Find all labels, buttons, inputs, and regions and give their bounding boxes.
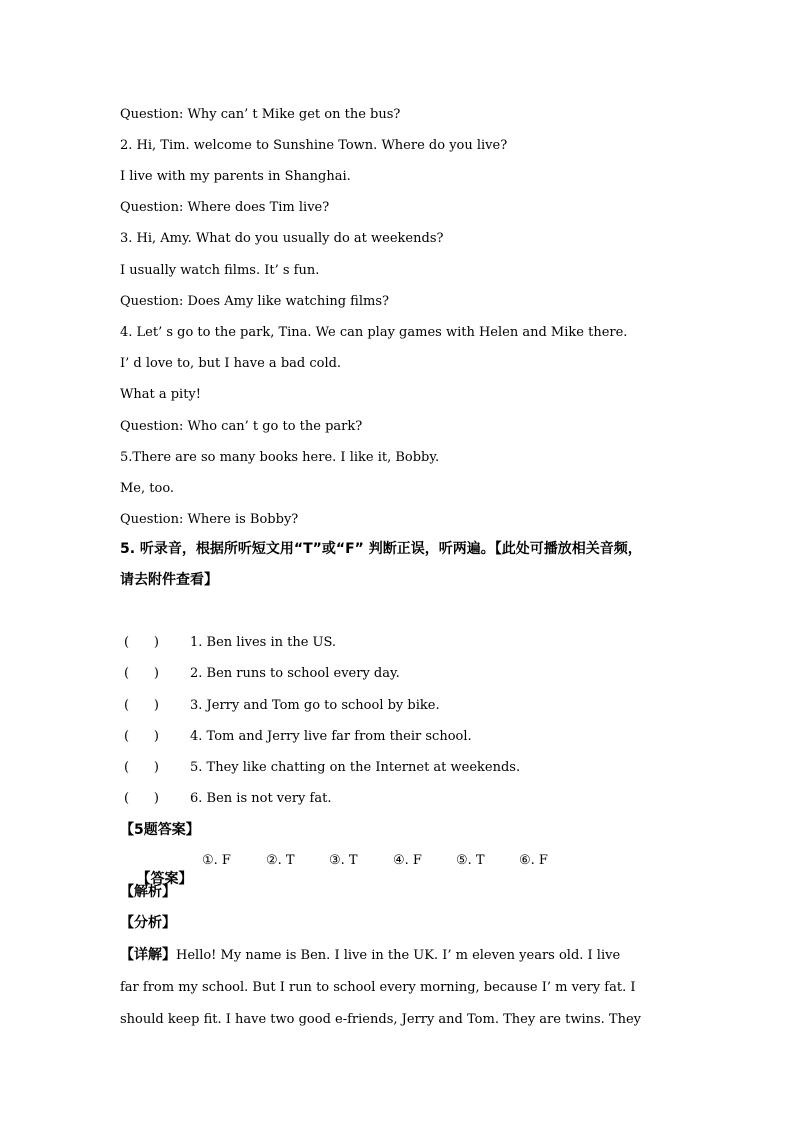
question-text: 1. Ben lives in the US. bbox=[190, 635, 337, 650]
answer-value: ⑥. F bbox=[519, 853, 548, 868]
dialogue-line: 3. Hi, Amy. What do you usually do at weekends? bbox=[120, 231, 444, 246]
dialogue-line: Me, too. bbox=[120, 481, 175, 496]
question-text: 4. Tom and Jerry live far from their school. bbox=[190, 729, 472, 744]
instruction-line-2: 请去附件查看】 bbox=[120, 572, 218, 588]
dialogue-line: Question: Does Amy like watching films? bbox=[120, 294, 389, 309]
answer-label: 【答案】 bbox=[136, 871, 193, 887]
answer-value: ②. T bbox=[266, 853, 295, 868]
question-text: 6. Ben is not very fat. bbox=[190, 791, 332, 806]
answer-value: ④. F bbox=[393, 853, 422, 868]
answer-value: ①. F bbox=[202, 853, 231, 868]
dialogue-line: 2. Hi, Tim. welcome to Sunshine Town. Where do you live? bbox=[120, 138, 508, 153]
detail-line: should keep fit. I have two good e-friends, Jerry and Tom. They are twins. They bbox=[120, 1012, 641, 1027]
instruction-line-1: 5. 听录音，根据所听短文用“T”或“F” 判断正误，听两遍。【此处可播放相关音频， bbox=[120, 541, 642, 557]
detail-label: 【详解】 bbox=[120, 947, 176, 963]
answer-blank: ( ) bbox=[124, 635, 159, 650]
dialogue-line: Question: Why can’ t Mike get on the bus? bbox=[120, 107, 401, 122]
dialogue-line: What a pity! bbox=[120, 387, 201, 402]
dialogue-line: I live with my parents in Shanghai. bbox=[120, 169, 351, 184]
answer-value: ③. T bbox=[329, 853, 358, 868]
detail-line: far from my school. But I run to school every morning, because I’ m very fat. I bbox=[120, 980, 636, 995]
dialogue-line: 5.There are so many books here. I like it, Bobby. bbox=[120, 450, 440, 465]
dialogue-line: Question: Where is Bobby? bbox=[120, 512, 299, 527]
dialogue-line: I’ d love to, but I have a bad cold. bbox=[120, 356, 342, 371]
question-text: 3. Jerry and Tom go to school by bike. bbox=[190, 698, 440, 713]
answer-heading: 【5题答案】 bbox=[120, 822, 200, 838]
fenxi-heading: 【分析】 bbox=[120, 915, 176, 931]
answer-blank: ( ) bbox=[124, 698, 159, 713]
answer-value: ⑤. T bbox=[456, 853, 485, 868]
dialogue-line: I usually watch films. It’ s fun. bbox=[120, 263, 320, 278]
question-text: 2. Ben runs to school every day. bbox=[190, 666, 400, 681]
dialogue-line: 4. Let’ s go to the park, Tina. We can play games with Helen and Mike there. bbox=[120, 325, 628, 340]
answer-blank: ( ) bbox=[124, 729, 159, 744]
detail-line bbox=[120, 946, 676, 965]
detail-text: Hello! My name is Ben. I live in the UK. I’ m eleven years old. I live bbox=[176, 948, 621, 963]
answer-blank: ( ) bbox=[124, 791, 159, 806]
dialogue-line: Question: Where does Tim live? bbox=[120, 200, 330, 215]
answer-blank: ( ) bbox=[124, 666, 159, 681]
analysis-heading: 【解析】 bbox=[120, 884, 176, 900]
question-text: 5. They like chatting on the Internet at weekends. bbox=[190, 760, 521, 775]
answer-blank: ( ) bbox=[124, 760, 159, 775]
dialogue-line: Question: Who can’ t go to the park? bbox=[120, 419, 363, 434]
